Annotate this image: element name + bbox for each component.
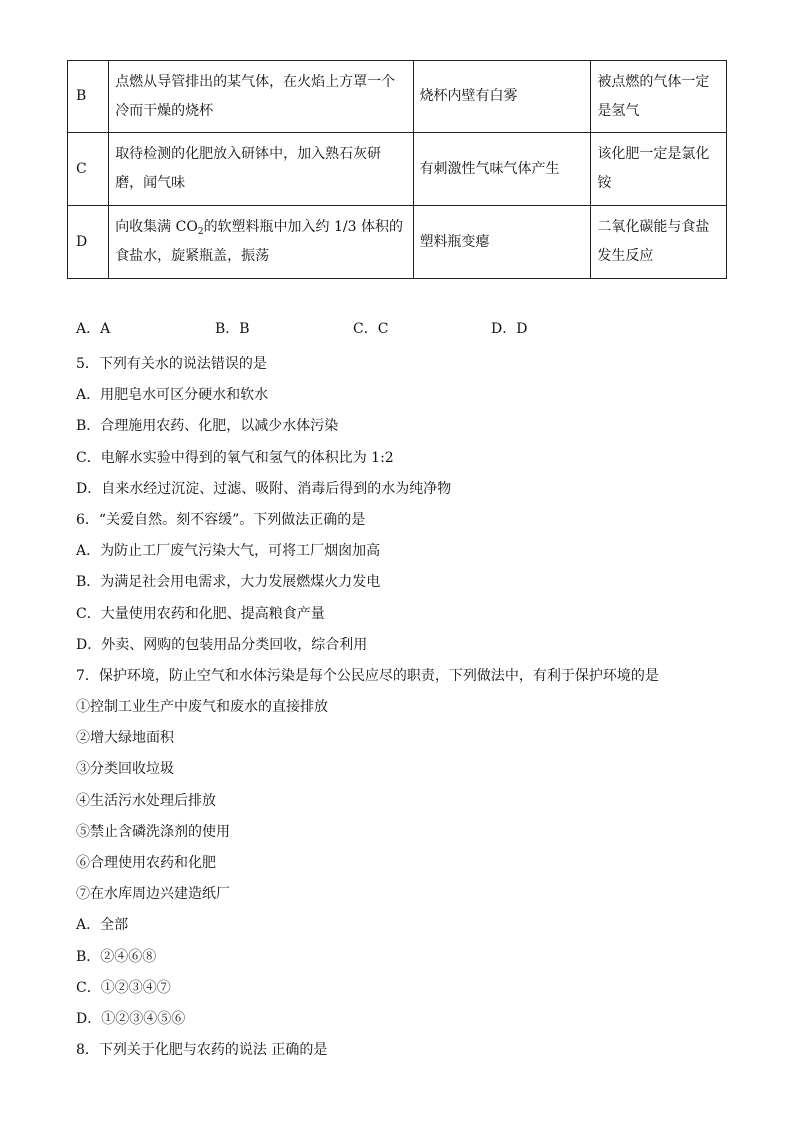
q4-choices bbox=[76, 318, 716, 340]
option-line: D．①②③④⑤⑥ bbox=[76, 1010, 186, 1027]
option-line: D．自来水经过沉淀、过滤、吸附、消毒后得到的水为纯净物 bbox=[76, 480, 452, 497]
experiment-table bbox=[67, 60, 727, 279]
choice-a: A．A bbox=[76, 321, 111, 337]
phenomenon-cell: 塑料瓶变瘪 bbox=[413, 206, 591, 279]
operation-text-end: 的软塑料瓶中加入约 1/3 体积的食盐水，旋紧瓶盖，振荡 bbox=[115, 219, 403, 264]
operation-cell bbox=[109, 206, 413, 279]
list-item: ②增大绿地面积 bbox=[76, 730, 174, 747]
list-item: ①控制工业生产中废气和废水的直接排放 bbox=[76, 699, 328, 716]
operation-cell: 点燃从导管排出的某气体，在火焰上方罩一个冷而干燥的烧杯 bbox=[109, 61, 413, 133]
subscript: 2 bbox=[197, 227, 204, 237]
list-item: ④生活污水处理后排放 bbox=[76, 792, 216, 809]
question-6: 6．“关爱自然。刻不容缓”。下列做法正确的是 bbox=[76, 511, 366, 528]
option-line: A．全部 bbox=[76, 917, 129, 934]
choice-b: B．B bbox=[215, 321, 250, 337]
option-line: A．为防止工厂废气污染大气，可将工厂烟囱加高 bbox=[76, 543, 381, 560]
option-line: A．用肥皂水可区分硬水和软水 bbox=[76, 387, 269, 404]
list-item: ⑤禁止含磷洗涤剂的使用 bbox=[76, 823, 230, 840]
option-label: B bbox=[68, 61, 109, 133]
conclusion-cell: 二氧化碳能与食盐发生反应 bbox=[591, 206, 727, 279]
option-label: D bbox=[68, 206, 109, 279]
table-row bbox=[68, 133, 727, 206]
conclusion-cell: 被点燃的气体一定是氢气 bbox=[591, 61, 727, 133]
list-item: ⑦在水库周边兴建造纸厂 bbox=[76, 886, 230, 903]
option-line: D．外卖、网购的包装用品分类回收，综合利用 bbox=[76, 636, 368, 653]
option-line: B．②④⑥⑧ bbox=[76, 948, 157, 965]
choice-c: C．C bbox=[353, 321, 389, 337]
choice-d: D．D bbox=[491, 321, 528, 337]
list-item: ⑥合理使用农药和化肥 bbox=[76, 855, 216, 871]
operation-cell: 取待检测的化肥放入研钵中，加入熟石灰研磨，闻气味 bbox=[109, 133, 413, 206]
option-line: B．为满足社会用电需求，大力发展燃煤火力发电 bbox=[76, 574, 381, 591]
operation-text-start: 向收集满 CO bbox=[115, 219, 198, 235]
question-8: 8．下列关于化肥与农药的说法 正确的是 bbox=[76, 1042, 328, 1059]
question-body bbox=[76, 349, 756, 1066]
table-row bbox=[68, 206, 727, 279]
question-7: 7．保护环境，防止空气和水体污染是每个公民应尽的职责，下列做法中，有利于保护环境的是 bbox=[76, 667, 659, 684]
question-5: 5．下列有关水的说法错误的是 bbox=[76, 356, 267, 372]
phenomenon-cell: 烧杯内壁有白雾 bbox=[413, 61, 591, 133]
option-line: B．合理施用农药、化肥，以减少水体污染 bbox=[76, 418, 339, 435]
conclusion-cell: 该化肥一定是氯化铵 bbox=[591, 133, 727, 206]
option-line: C．电解水实验中得到的氧气和氢气的体积比为 1:2 bbox=[76, 449, 394, 466]
list-item: ③分类回收垃圾 bbox=[76, 761, 174, 778]
option-label: C bbox=[68, 133, 109, 206]
option-line: C．①②③④⑦ bbox=[76, 979, 171, 996]
table-row bbox=[68, 61, 727, 133]
phenomenon-cell: 有刺激性气味气体产生 bbox=[413, 133, 591, 206]
option-line: C．大量使用农药和化肥、提高粮食产量 bbox=[76, 605, 325, 622]
